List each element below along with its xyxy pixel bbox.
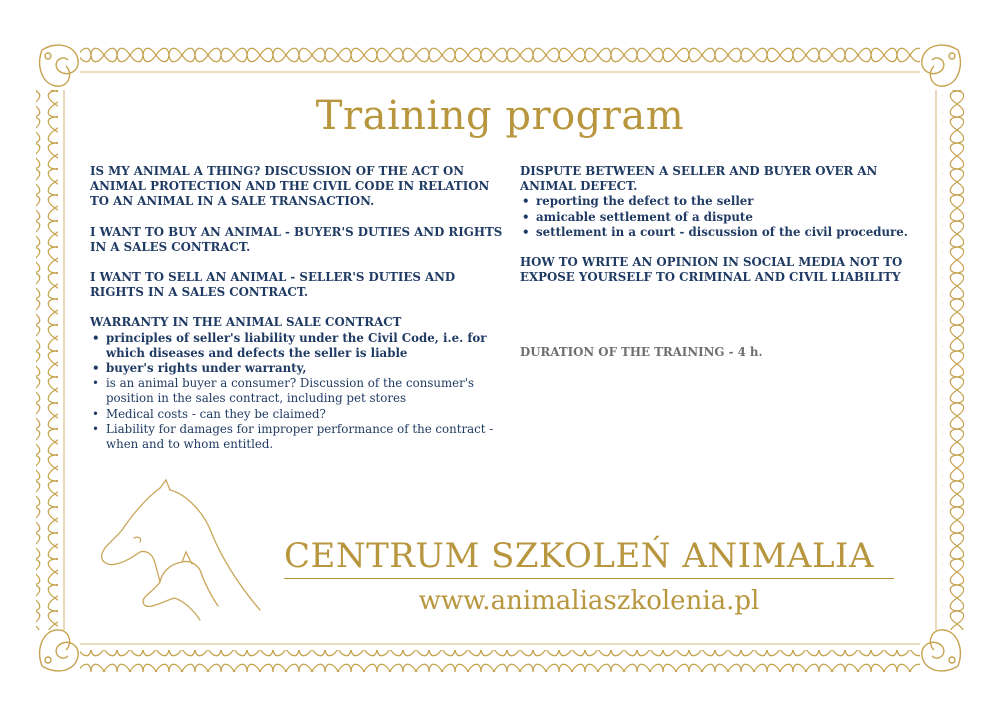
section-heading-seller-duties: I WANT TO SELL AN ANIMAL - SELLER'S DUTIES AND RIGHTS IN A SALES CONTRACT. — [90, 270, 456, 300]
section-heading-animal-as-thing: IS MY ANIMAL A THING? DISCUSSION OF THE ACT ON ANIMAL PROTECTION AND THE CIVIL CODE IN RELATION TO AN ANIMAL IN A SALE TRANSACTION. — [90, 164, 490, 209]
section-heading-dispute: DISPUTE BETWEEN A SELLER AND BUYER OVER AN ANIMAL DEFECT. — [520, 164, 878, 194]
list-item: • amicable settlement of a dispute — [520, 210, 920, 225]
corner-ornament-bottom-left — [40, 630, 79, 671]
corner-ornament-bottom-right — [922, 630, 961, 671]
list-item: • settlement in a court - discussion of the civil procedure. — [520, 225, 920, 240]
left-column — [90, 164, 510, 467]
section-heading-social-media: HOW TO WRITE AN OPINION IN SOCIAL MEDIA NOT TO EXPOSE YOURSELF TO CRIMINAL AND CIVIL LIABILITY — [520, 255, 903, 285]
section-heading-warranty: WARRANTY IN THE ANIMAL SALE CONTRACT — [90, 315, 402, 330]
list-item: • buyer's rights under warranty, — [90, 361, 510, 376]
brand-divider — [284, 578, 894, 579]
corner-ornament-top-left — [40, 45, 79, 86]
list-item: • Medical costs - can they be claimed? — [90, 407, 510, 422]
list-item: • principles of seller's liability under the Civil Code, i.e. for which diseases and defects the seller is liable — [90, 331, 510, 361]
list-item: • reporting the defect to the seller — [520, 194, 920, 209]
section-heading-buyer-duties: I WANT TO BUY AN ANIMAL - BUYER'S DUTIES AND RIGHTS IN A SALES CONTRACT. — [90, 224, 503, 254]
dispute-list — [520, 194, 920, 240]
corner-ornament-top-right — [922, 45, 961, 86]
right-column — [520, 164, 920, 300]
page-title: Training program — [315, 93, 685, 139]
brand-name: CENTRUM SZKOLEŃ ANIMALIA — [284, 536, 875, 576]
training-duration: DURATION OF THE TRAINING - 4 h. — [520, 345, 763, 359]
horse-dog-silhouette-icon — [100, 478, 300, 628]
list-item: • Liability for damages for improper performance of the contract - when and to whom entitled. — [90, 422, 510, 452]
website-url: www.animaliaszkolenia.pl — [418, 586, 760, 616]
warranty-list — [90, 331, 510, 453]
list-item: • is an animal buyer a consumer? Discussion of the consumer's position in the sales contract, including pet stores — [90, 376, 510, 406]
